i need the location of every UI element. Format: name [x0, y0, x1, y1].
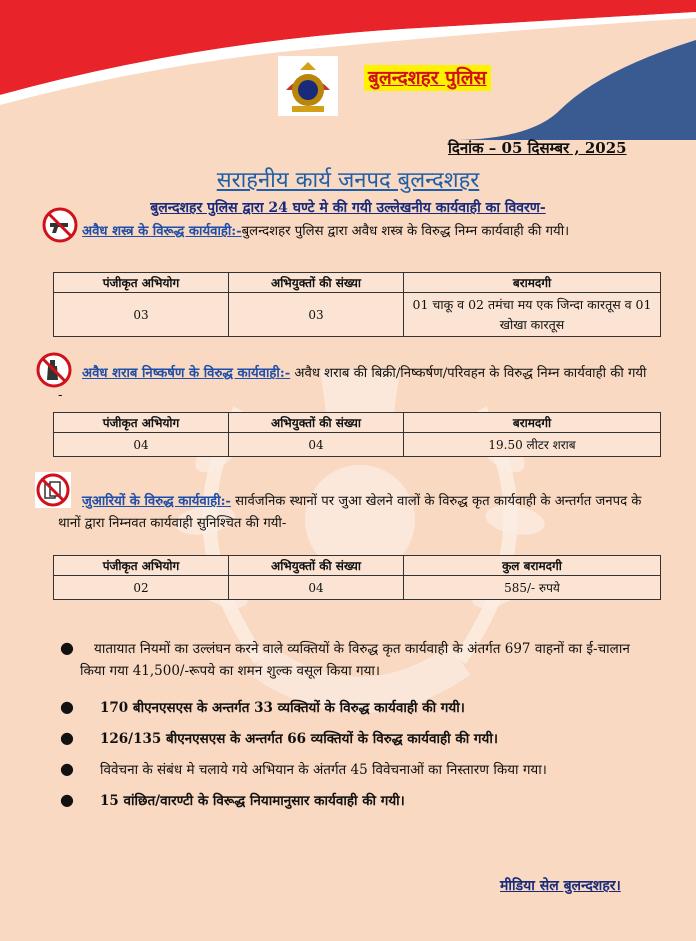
up-police-emblem: [278, 56, 338, 116]
section-gambling-text: [58, 491, 664, 535]
section-liquor-heading: अवैध शराब निष्कर्षण के विरुद्ध कार्यवाही:-: [82, 366, 291, 381]
brand-title: बुलन्दशहर पुलिस: [364, 65, 491, 91]
table-cell: 01 चाकू व 02 तमंचा मय एक जिन्दा कारतूस व 01 खोखा कारतूस: [404, 293, 661, 337]
table-header: अभियुक्तों की संख्या: [229, 556, 404, 576]
section-liquor-text: [58, 363, 652, 407]
header-swoosh: [0, 0, 696, 140]
table-cell: 585/- रुपये: [404, 576, 661, 600]
table-header: अभियुक्तों की संख्या: [229, 413, 404, 433]
section-arms-heading: अवैध शस्त्र के विरूद्ध कार्यवाही:-: [82, 224, 242, 239]
section-gambling-heading: जुआरियों के विरुद्ध कार्यवाही:-: [82, 494, 231, 509]
table-header: अभियुक्तों की संख्या: [229, 273, 404, 293]
table-header: पंजीकृत अभियोग: [54, 556, 229, 576]
page-title: सराहनीय कार्य जनपद बुलन्दशहर: [216, 168, 480, 193]
date-line: दिनांक – 05 दिसम्बर , 2025: [448, 139, 627, 157]
media-cell-signoff: मीडिया सेल बुलन्दशहर।: [500, 878, 621, 894]
list-item: 170 बीएनएसएस के अन्तर्गत 33 व्यक्तियों के विरुद्ध कार्यवाही की गयी।: [100, 700, 465, 716]
table-header: बरामदगी: [404, 273, 661, 293]
bullet-icon: ●: [60, 638, 74, 657]
table-header: बरामदगी: [404, 413, 661, 433]
section-arms-body: बुलन्दशहर पुलिस द्वारा अवैध शस्त्र के विरुद्ध निम्न कार्यवाही की गयी।: [241, 224, 570, 239]
section-liquor-body: अवैध शराब की बिक्री/निष्कर्षण/परिवहन के विरुद्ध निम्न कार्यवाही की गयी -: [58, 366, 647, 403]
list-item: विवेचना के संबंध मे चलाये गये अभियान के अंतर्गत 45 विवेचनाओं का निस्तारण किया गया।: [100, 762, 547, 778]
table-cell: 19.50 लीटर शराब: [404, 433, 661, 457]
gambling-table: [53, 555, 661, 600]
table-cell: 04: [229, 576, 404, 600]
bullet-icon: ●: [60, 759, 74, 778]
list-item: यातायात नियमों का उल्लंघन करने वाले व्यक्तियों के विरुद्ध कृत कार्यवाही के अंतर्गत 697 वाहनों का ई-चालान किया गया 41,500/-रूपये का शमन शुल्क वसूल किया गया।: [80, 641, 630, 679]
bullet-icon: ●: [60, 697, 74, 716]
table-cell: 04: [229, 433, 404, 457]
bullet-icon: ●: [60, 728, 74, 747]
list-item: 126/135 बीएनएसएस के अन्तर्गत 66 व्यक्तियों के विरुद्ध कार्यवाही की गयी।: [100, 731, 498, 747]
list-item: 15 वांछित/वारण्टी के विरूद्ध नियामानुसार कार्यवाही की गयी।: [100, 793, 405, 809]
section-arms-text: [58, 221, 664, 243]
table-header: कुल बरामदगी: [404, 556, 661, 576]
page-subtitle: बुलन्दशहर पुलिस द्वारा 24 घण्टे मे की गयी उल्लेखनीय कार्यवाही का विवरण-: [150, 200, 546, 216]
section-gambling-body: सार्वजनिक स्थानों पर जुआ खेलने वालों के विरुद्ध कृत कार्यवाही के अन्तर्गत जनपद के थानों द्वारा निम्नवत कार्यवाही सुनिश्चित की गयी-: [58, 494, 642, 531]
arms-table: [53, 272, 661, 337]
table-cell: 03: [229, 293, 404, 337]
table-header: पंजीकृत अभियोग: [54, 413, 229, 433]
table-cell: 02: [54, 576, 229, 600]
bullet-icon: ●: [60, 790, 74, 809]
table-cell: 04: [54, 433, 229, 457]
table-header: पंजीकृत अभियोग: [54, 273, 229, 293]
table-cell: 03: [54, 293, 229, 337]
liquor-table: [53, 412, 661, 457]
